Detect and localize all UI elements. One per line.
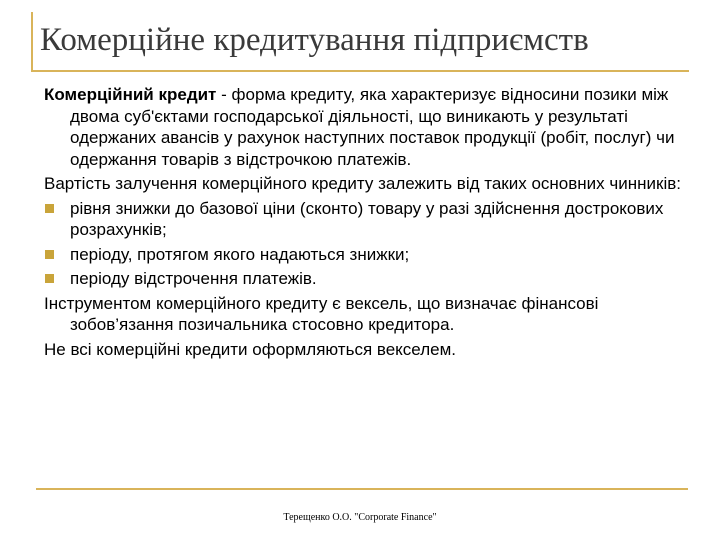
footer-credit: Терещенко О.О. "Corporate Finance" — [283, 512, 437, 523]
square-bullet-icon — [45, 204, 54, 213]
cost-intro: Вартість залучення комерційного кредиту залежить від таких основних чинників: — [44, 174, 681, 193]
definition-paragraph — [44, 84, 694, 170]
factor-item — [44, 244, 694, 266]
square-bullet-icon — [45, 250, 54, 259]
instrument-paragraph: Інструментом комерційного кредиту є вексель, що визначає фінансові зобов’язання позичальника стосовно кредитора. — [44, 293, 599, 334]
slide-title: Комерційне кредитування підприємств — [40, 22, 589, 58]
factor-item — [44, 198, 694, 241]
footer-divider — [36, 488, 688, 490]
factor-text: періоду, протягом якого надаються знижки; — [70, 244, 410, 264]
factor-text: рівня знижки до базової ціни (сконто) товару у разі здійснення дострокових розрахунків; — [70, 198, 664, 239]
factor-item — [44, 268, 694, 290]
note-paragraph: Не всі комерційні кредити оформляються векселем. — [44, 339, 456, 359]
definition-text: - форма кредиту, яка характеризує відносини позики між двома суб'єктами господарської діяльності, що виникають у результаті одержаних авансів у рахунок наступних поставок продукції (робіт, послуг) чи одержання товарів з відстрочкою платежів. — [70, 85, 675, 169]
slide-content — [44, 84, 694, 363]
factor-text: періоду відстрочення платежів. — [70, 269, 317, 288]
square-bullet-icon — [45, 274, 54, 283]
definition-term: Комерційний кредит — [44, 85, 217, 104]
decorative-vertical-line — [31, 12, 33, 70]
title-underline — [31, 70, 689, 72]
